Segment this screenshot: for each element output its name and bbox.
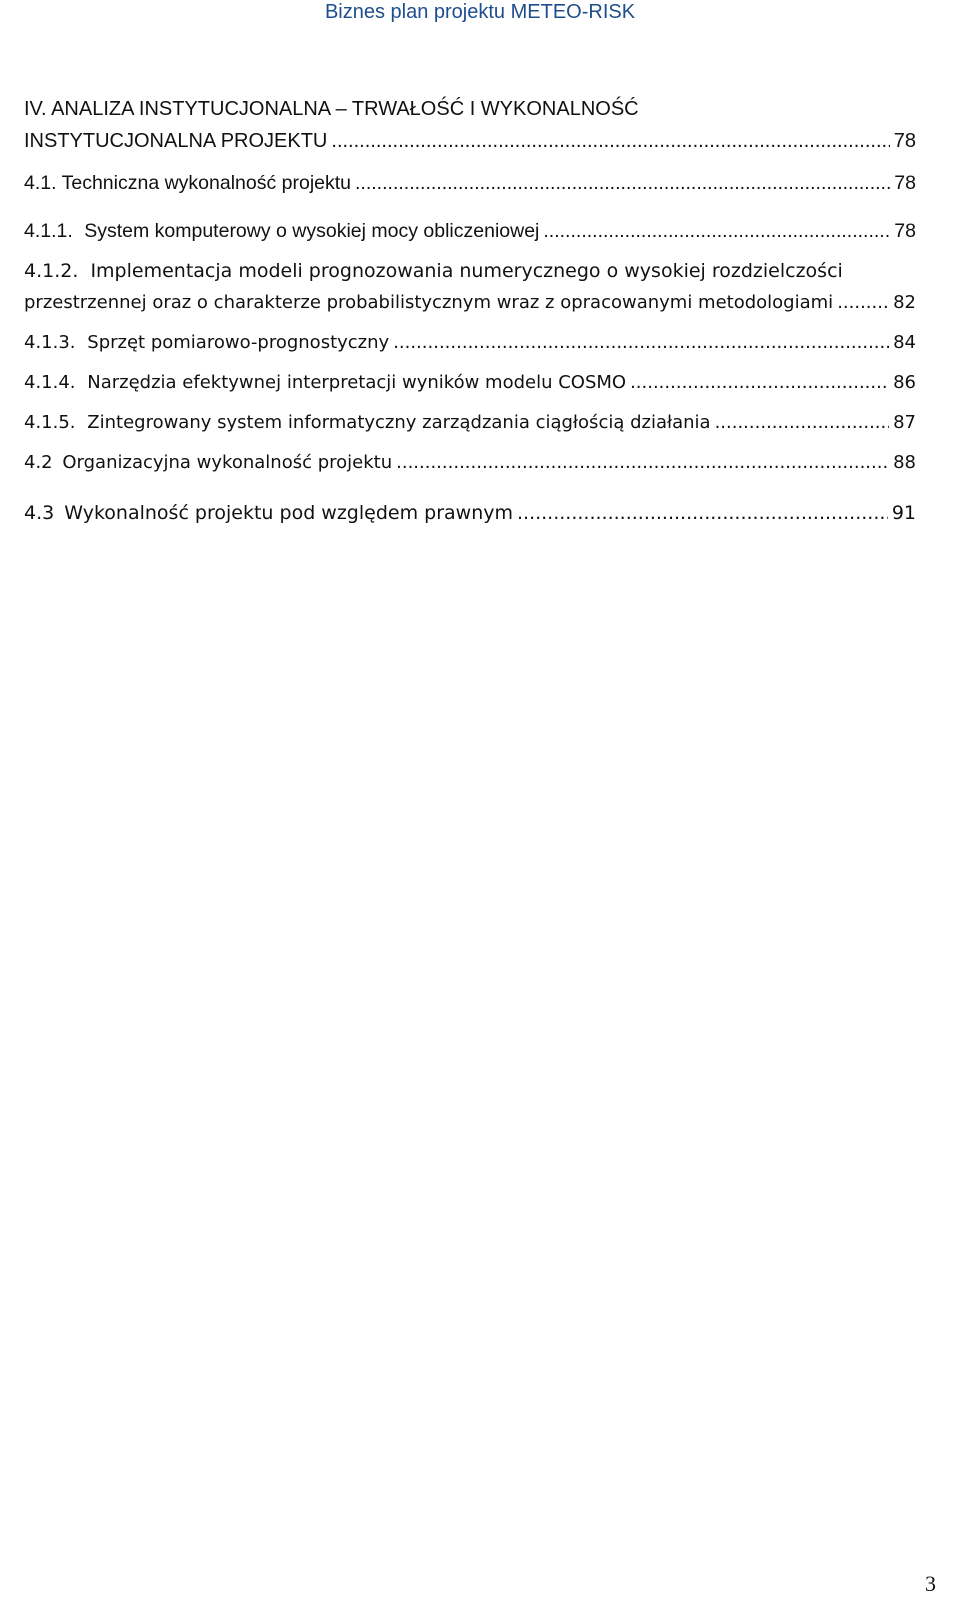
toc-leader-dots	[543, 214, 890, 248]
toc-page-number: 78	[894, 172, 916, 194]
toc-page-number: 91	[891, 502, 916, 524]
document-header	[0, 0, 960, 24]
document-title: Biznes plan projektu METEO-RISK	[324, 1, 636, 23]
toc-entry-title: Organizacyjna wykonalność projektu	[62, 452, 393, 473]
toc-entry-number: 4.1.4.	[24, 372, 76, 393]
toc-page-number: 88	[893, 452, 916, 473]
toc-entry-4-1-5[interactable]	[24, 406, 916, 440]
toc-entry-title: Narzędzia efektywnej interpretacji wyników modelu COSMO	[87, 372, 627, 393]
toc-entry-number: 4.1.5.	[24, 412, 76, 433]
toc-leader-dots	[837, 286, 889, 320]
toc-entry-title: Sprzęt pomiarowo-prognostyczny	[87, 332, 390, 353]
toc-page-number: 86	[893, 372, 916, 393]
toc-entry-4-1-1[interactable]	[24, 214, 916, 248]
toc-entry-4-1-2-line2[interactable]	[24, 286, 916, 320]
toc-entry-4-2[interactable]	[24, 446, 916, 480]
toc-leader-dots	[715, 406, 890, 440]
toc-section-heading-line1: IV. ANALIZA INSTYTUCJONALNA – TRWAŁOŚĆ I WYKONALNOŚĆ	[24, 98, 639, 120]
toc-page-number: 78	[893, 130, 916, 152]
toc-entry-4-3[interactable]	[24, 496, 916, 530]
toc-entry-4-1-3[interactable]	[24, 326, 916, 360]
toc-entry-title: Wykonalność projektu pod względem prawnym	[64, 502, 513, 524]
toc-leader-dots	[396, 446, 889, 480]
toc-entry-4-1-2-line1	[24, 254, 916, 288]
toc-page-number: 87	[893, 412, 916, 433]
toc-leader-dots	[630, 366, 889, 400]
toc-section-title: INSTYTUCJONALNA PROJEKTU	[24, 130, 328, 152]
toc-entry-4-1[interactable]	[24, 166, 916, 200]
toc-page-number: 82	[893, 292, 916, 313]
toc-entry-number: 4.1.1.	[24, 220, 73, 242]
toc-entry-title: Implementacja modeli prognozowania numerycznego o wysokiej rozdzielczości	[90, 260, 843, 282]
toc-entry-number: 4.3	[24, 502, 55, 524]
toc-leader-dots	[331, 124, 889, 158]
toc-section-heading-line2[interactable]	[24, 124, 916, 158]
toc-page-number: 84	[893, 332, 916, 353]
toc-entry-number: 4.1.3.	[24, 332, 76, 353]
page-number-footer: 3	[925, 1571, 936, 1596]
toc-entry-number: 4.1.	[24, 172, 57, 194]
toc-leader-dots	[355, 166, 890, 200]
toc-entry-number: 4.1.2.	[24, 260, 79, 282]
toc-entry-title: Zintegrowany system informatyczny zarządzania ciągłością działania	[87, 412, 711, 433]
toc-entry-title-continued: przestrzennej oraz o charakterze probabilistycznym wraz z opracowanymi metodologiami	[24, 292, 834, 313]
toc-entry-title: System komputerowy o wysokiej mocy obliczeniowej	[84, 220, 540, 242]
toc-entry-number: 4.2	[24, 452, 53, 473]
toc-page-number: 78	[894, 220, 916, 242]
toc-entry-title: Techniczna wykonalność projektu	[61, 172, 352, 194]
toc-leader-dots	[393, 326, 889, 360]
toc-entry-4-1-4[interactable]	[24, 366, 916, 400]
toc-leader-dots	[517, 496, 888, 530]
